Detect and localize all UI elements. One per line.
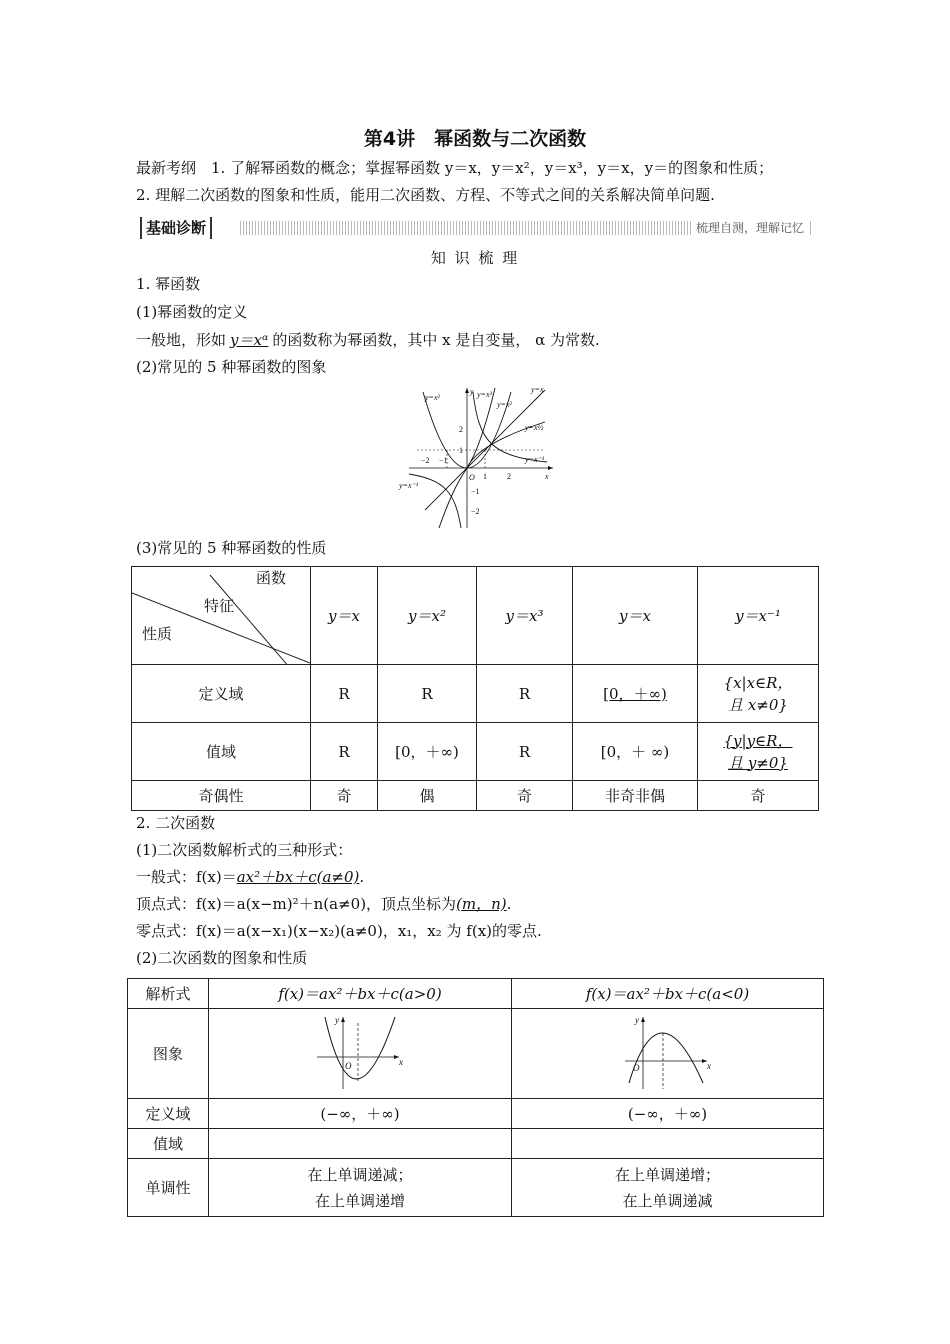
t2-col2-header <box>512 979 824 1009</box>
parity-c3: 奇 <box>477 781 573 811</box>
general-formula: ax²＋bx＋c(a≠0) <box>236 868 360 886</box>
s1-definition <box>136 330 600 350</box>
table1-header-3: y＝x³ <box>477 567 573 665</box>
t2-mono2 <box>512 1159 824 1217</box>
parabola-down-graph <box>623 1013 713 1091</box>
range-c3: R <box>477 723 573 781</box>
label-origin: O <box>469 473 475 482</box>
parity-c1: 奇 <box>311 781 378 811</box>
g2a-o: O <box>345 1060 352 1071</box>
s1-sub2: (2)常见的 5 种幂函数的图象 <box>136 358 327 376</box>
label-y-x2b: y=x² <box>497 400 512 409</box>
t2-range1 <box>209 1129 512 1159</box>
outline-line-1: 最新考纲 1. 了解幂函数的概念；掌握幂函数 y＝x，y＝x²，y＝x³，y＝x，y＝的图象和性质； <box>136 159 774 177</box>
table2-row-domain <box>128 1099 824 1129</box>
parabola-down <box>629 1033 703 1083</box>
y-arrow-icon <box>341 1017 345 1022</box>
def-post: 的函数称为幂函数，其中 x 是自变量， α 为常数. <box>272 331 600 349</box>
domain-c1: R <box>311 665 378 723</box>
table2-row-formula <box>128 979 824 1009</box>
s1-sub1: (1)幂函数的定义 <box>136 303 248 321</box>
domain-c5 <box>698 665 819 723</box>
t2-label-graph: 图象 <box>128 1009 209 1099</box>
g2b-o: O <box>632 1062 639 1073</box>
parity-c2: 偶 <box>378 781 477 811</box>
y-axis-arrow-icon <box>465 388 469 393</box>
quadratic-table <box>127 978 824 1217</box>
table1-header-2: y＝x² <box>378 567 477 665</box>
table1-corner <box>132 567 311 665</box>
ytick-1: 1 <box>459 446 463 455</box>
g2a-x: x <box>399 1056 403 1067</box>
table2-row-mono <box>128 1159 824 1217</box>
t2-col1-header <box>209 979 512 1009</box>
s2-vertex <box>136 894 511 914</box>
parity-c4: 非奇非偶 <box>573 781 698 811</box>
t2-mono2-a: 在上单调递增； <box>614 1165 720 1184</box>
range-c5-line2: 且 y≠0} <box>728 753 788 772</box>
row-label-parity: 奇偶性 <box>132 781 311 811</box>
power-properties-table <box>131 566 819 811</box>
t2-label-formula: 解析式 <box>128 979 209 1009</box>
def-pre: 一般地，形如 <box>136 331 227 349</box>
tick-1: 1 <box>483 472 487 481</box>
ytick-neg1: −1 <box>471 487 480 496</box>
t2-label-domain: 定义域 <box>128 1099 209 1129</box>
s2-sub1: (1)二次函数解析式的三种形式： <box>136 841 353 859</box>
t2-mono1-a: 在上单调递减； <box>307 1165 413 1184</box>
tick-neg2: −2 <box>421 456 430 465</box>
def-formula: y＝xᵅ <box>230 331 269 349</box>
parabola-up-graph <box>315 1013 405 1091</box>
label-y-xhalf: y=x½ <box>525 423 544 432</box>
domain-c5-line2: 且 x≠0} <box>728 695 788 714</box>
banner-label: 基础诊断 <box>140 217 212 239</box>
t2-mono2-b: 在上单调递减 <box>622 1191 713 1210</box>
t2-label-range: 值域 <box>128 1129 209 1159</box>
table1-row-domain <box>132 665 819 723</box>
s2-zero: 零点式：f(x)＝a(x−x₁)(x−x₂)(a≠0)，x₁，x₂ 为 f(x)的零点. <box>136 922 542 940</box>
parabola-up <box>325 1014 395 1079</box>
vertex-post: . <box>506 895 512 913</box>
t2-mono1-b: 在上单调递增 <box>314 1191 405 1210</box>
label-x-axis: x <box>545 472 549 481</box>
table1-header-1: y＝x <box>311 567 378 665</box>
power-functions-graph <box>395 382 565 530</box>
t2-domain2: (−∞，＋∞) <box>512 1099 824 1129</box>
section-banner <box>140 217 812 239</box>
tick-2: 2 <box>507 472 511 481</box>
g2b-x: x <box>706 1060 711 1071</box>
corner-top: 函数 <box>256 569 287 587</box>
tick-neg1: −1 <box>439 456 448 465</box>
label-y-x3: y=x³ <box>477 390 492 399</box>
vertex-pre: 顶点式：f(x)＝a(x−m)²＋n(a≠0)，顶点坐标为 <box>136 895 457 913</box>
s1-sub3: (3)常见的 5 种幂函数的性质 <box>136 539 327 557</box>
table1-row-parity <box>132 781 819 811</box>
row-label-range: 值域 <box>132 723 311 781</box>
label-y-x2: y=x² <box>425 393 440 402</box>
range-c1: R <box>311 723 378 781</box>
s1-heading: 1. 幂函数 <box>136 275 201 293</box>
t2-col2-header-text: f(x)＝ax²＋bx＋c(a<0) <box>585 985 750 1003</box>
domain-c5-line1: {x|x∈R， <box>723 673 793 692</box>
domain-c2: R <box>378 665 477 723</box>
table1-header-5: y＝x⁻¹ <box>698 567 819 665</box>
section-heading: 知 识 梳 理 <box>430 249 520 267</box>
label-y-axis: y <box>470 387 474 396</box>
banner-tag: 梳理自测，理解记忆 <box>692 219 808 237</box>
t2-graph-down-cell <box>512 1009 824 1099</box>
range-c5 <box>698 723 819 781</box>
t2-graph-up-cell <box>209 1009 512 1099</box>
t2-range2 <box>512 1129 824 1159</box>
range-c5-line1: {y|y∈R， <box>723 731 793 750</box>
t2-mono1 <box>209 1159 512 1217</box>
domain-c3: R <box>477 665 573 723</box>
s2-sub2: (2)二次函数的图象和性质 <box>136 949 308 967</box>
general-post: . <box>359 868 365 886</box>
table1-header-4: y＝x <box>573 567 698 665</box>
x-axis-arrow-icon <box>548 466 553 470</box>
g2a-y: y <box>335 1014 339 1025</box>
label-y-xinv-left: y=x⁻¹ <box>399 481 419 490</box>
page-title: 第4讲 幂函数与二次函数 <box>363 128 587 150</box>
outline-line-2: 2. 理解二次函数的图象和性质，能用二次函数、方程、不等式之间的关系解决简单问题. <box>136 186 715 204</box>
g2b-y: y <box>634 1014 639 1025</box>
table2-row-range <box>128 1129 824 1159</box>
ytick-neg2: −2 <box>471 507 480 516</box>
t2-col1-header-text: f(x)＝ax²＋bx＋c(a>0) <box>278 985 442 1003</box>
label-y-x: y=x <box>531 385 544 394</box>
parity-c5: 奇 <box>698 781 819 811</box>
table2-row-graph <box>128 1009 824 1099</box>
table1-row-range <box>132 723 819 781</box>
corner-mid: 特征 <box>204 597 235 615</box>
general-pre: 一般式：f(x)＝ <box>136 868 237 886</box>
range-c2: [0，＋∞) <box>378 723 477 781</box>
row-label-domain: 定义域 <box>132 665 311 723</box>
ytick-2: 2 <box>459 425 463 434</box>
y-arrow-icon <box>641 1017 645 1022</box>
t2-label-mono: 单调性 <box>128 1159 209 1217</box>
s2-general <box>136 867 364 887</box>
corner-bottom: 性质 <box>142 625 173 643</box>
vertex-formula: (m，n) <box>456 895 507 913</box>
range-c4: [0，＋ ∞) <box>573 723 698 781</box>
s2-heading: 2. 二次函数 <box>136 814 216 832</box>
t2-domain1: (−∞，＋∞) <box>209 1099 512 1129</box>
domain-c4: [0，＋∞) <box>573 665 698 723</box>
table1-header-row <box>132 567 819 665</box>
label-y-xinv: y=x⁻¹ <box>525 455 545 464</box>
